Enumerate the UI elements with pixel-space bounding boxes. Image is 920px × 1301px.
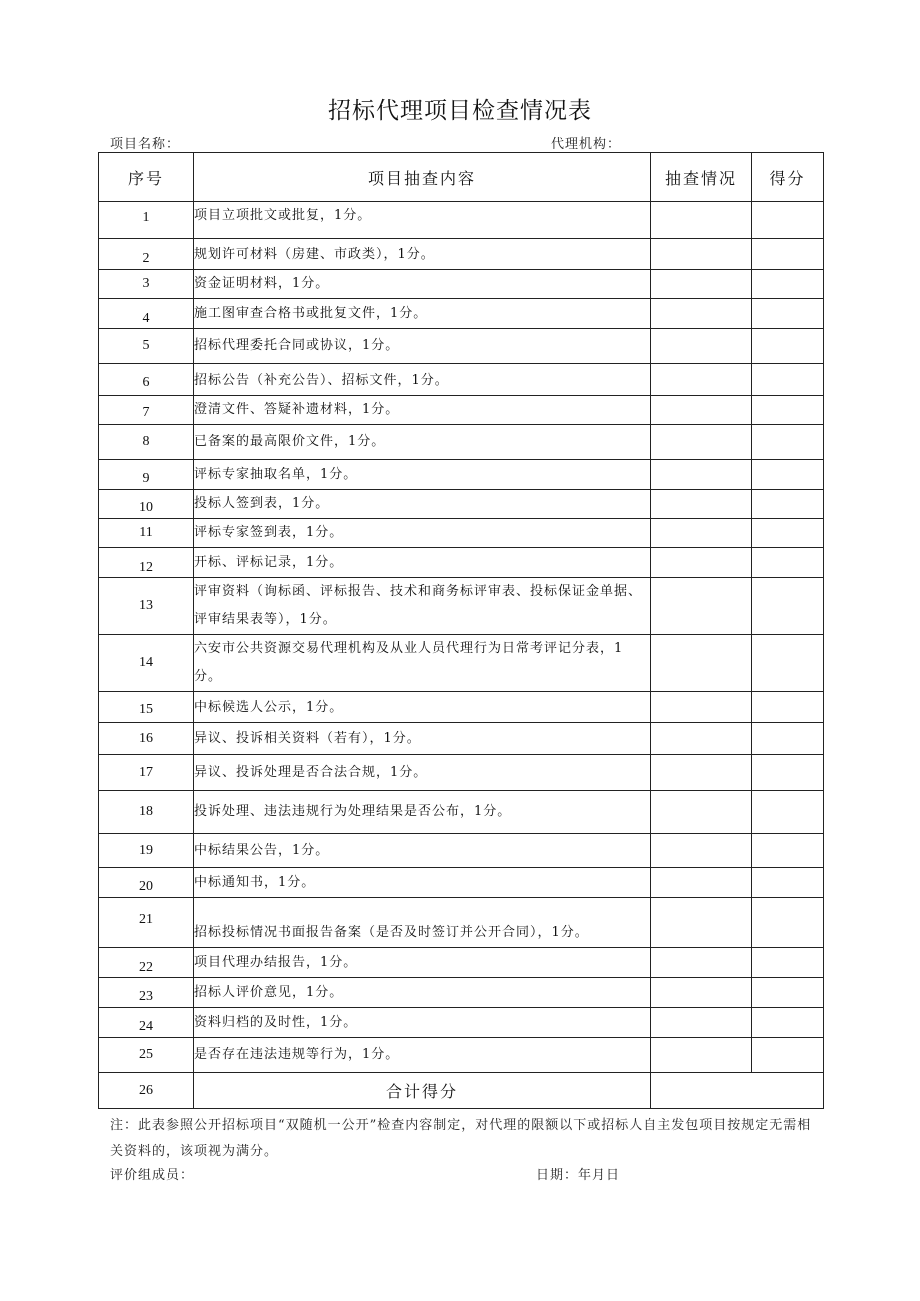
table-row [99, 425, 824, 460]
total-score-cell[interactable] [651, 1073, 824, 1109]
row-content: 规划许可材料（房建、市政类），1分。 [194, 239, 651, 270]
row-number: 25 [99, 1038, 194, 1073]
row-content: 异议、投诉处理是否合法合规，1分。 [194, 755, 651, 791]
score-cell[interactable] [752, 834, 824, 868]
row-content: 招标人评价意见，1分。 [194, 978, 651, 1008]
row-number: 5 [99, 329, 194, 364]
row-number: 4 [99, 299, 194, 329]
row-number: 3 [99, 270, 194, 299]
status-cell[interactable] [651, 364, 752, 396]
score-cell[interactable] [752, 898, 824, 948]
table-row [99, 364, 824, 396]
row-number: 7 [99, 396, 194, 425]
row-number: 2 [99, 239, 194, 270]
row-number: 18 [99, 791, 194, 834]
row-number: 19 [99, 834, 194, 868]
row-number: 13 [99, 578, 194, 635]
table-row [99, 239, 824, 270]
project-name-label: 项目名称： [110, 137, 181, 152]
row-content: 六安市公共资源交易代理机构及从业人员代理行为日常考评记分表，1分。 [194, 635, 651, 692]
column-header-status: 抽查情况 [651, 153, 752, 202]
column-header-score: 得分 [752, 153, 824, 202]
row-content: 投标人签到表，1分。 [194, 490, 651, 519]
table-row [99, 490, 824, 519]
row-content: 资金证明材料，1分。 [194, 270, 651, 299]
row-content: 开标、评标记录，1分。 [194, 548, 651, 578]
score-cell[interactable] [752, 490, 824, 519]
row-number: 22 [99, 948, 194, 978]
status-cell[interactable] [651, 329, 752, 364]
table-row [99, 635, 824, 692]
table-row [99, 978, 824, 1008]
status-cell[interactable] [651, 692, 752, 723]
table-row [99, 834, 824, 868]
status-cell[interactable] [651, 239, 752, 270]
row-content: 资料归档的及时性，1分。 [194, 1008, 651, 1038]
row-number: 17 [99, 755, 194, 791]
score-cell[interactable] [752, 978, 824, 1008]
score-cell[interactable] [752, 460, 824, 490]
inspection-table [98, 152, 824, 1109]
table-row [99, 299, 824, 329]
status-cell[interactable] [651, 1008, 752, 1038]
row-number: 11 [99, 519, 194, 548]
row-number: 23 [99, 978, 194, 1008]
status-cell[interactable] [651, 519, 752, 548]
row-content: 异议、投诉相关资料（若有），1分。 [194, 723, 651, 755]
date-label: 日期：年月日 [536, 1168, 621, 1183]
score-cell[interactable] [752, 425, 824, 460]
row-content: 中标通知书，1分。 [194, 868, 651, 898]
row-content: 澄清文件、答疑补遗材料，1分。 [194, 396, 651, 425]
score-cell[interactable] [752, 791, 824, 834]
table-row [99, 1008, 824, 1038]
total-row [99, 1073, 824, 1109]
status-cell[interactable] [651, 868, 752, 898]
table-row [99, 329, 824, 364]
score-cell[interactable] [752, 868, 824, 898]
status-cell[interactable] [651, 948, 752, 978]
status-cell[interactable] [651, 396, 752, 425]
score-cell[interactable] [752, 692, 824, 723]
status-cell[interactable] [651, 834, 752, 868]
table-row [99, 519, 824, 548]
row-number: 1 [99, 202, 194, 239]
status-cell[interactable] [651, 978, 752, 1008]
status-cell[interactable] [651, 578, 752, 635]
score-cell[interactable] [752, 239, 824, 270]
table-row [99, 692, 824, 723]
status-cell[interactable] [651, 270, 752, 299]
table-row [99, 723, 824, 755]
status-cell[interactable] [651, 755, 752, 791]
row-content: 评标专家签到表，1分。 [194, 519, 651, 548]
row-number: 9 [99, 460, 194, 490]
table-row [99, 578, 824, 635]
row-content: 评审资料（询标函、评标报告、技术和商务标评审表、投标保证金单据、评审结果表等），1分。 [194, 578, 651, 635]
status-cell[interactable] [651, 548, 752, 578]
table-row [99, 548, 824, 578]
footnote: 注：此表参照公开招标项目“双随机一公开”检查内容制定，对代理的限额以下或招标人自主发包项目按规定无需相关资料的，该项视为满分。 [110, 1118, 812, 1159]
row-number: 16 [99, 723, 194, 755]
row-content: 评标专家抽取名单，1分。 [194, 460, 651, 490]
row-number: 8 [99, 425, 194, 460]
row-content: 已备案的最高限价文件，1分。 [194, 425, 651, 460]
row-content: 施工图审查合格书或批复文件，1分。 [194, 299, 651, 329]
table-row [99, 1038, 824, 1073]
score-cell[interactable] [752, 202, 824, 239]
row-number: 10 [99, 490, 194, 519]
total-label: 合计得分 [194, 1073, 651, 1109]
table-header-row [99, 153, 824, 202]
status-cell[interactable] [651, 490, 752, 519]
column-header-content: 项目抽查内容 [194, 153, 651, 202]
status-cell[interactable] [651, 723, 752, 755]
score-cell[interactable] [752, 270, 824, 299]
score-cell[interactable] [752, 299, 824, 329]
evaluation-members-label: 评价组成员： [110, 1168, 195, 1183]
score-cell[interactable] [752, 548, 824, 578]
table-row [99, 948, 824, 978]
column-header-no: 序号 [99, 153, 194, 202]
table-row [99, 791, 824, 834]
table-row [99, 460, 824, 490]
row-content: 项目立项批文或批复，1分。 [194, 202, 651, 239]
status-cell[interactable] [651, 635, 752, 692]
row-number: 24 [99, 1008, 194, 1038]
row-content: 中标候选人公示，1分。 [194, 692, 651, 723]
score-cell[interactable] [752, 364, 824, 396]
score-cell[interactable] [752, 396, 824, 425]
status-cell[interactable] [651, 791, 752, 834]
table-row [99, 755, 824, 791]
score-cell[interactable] [752, 948, 824, 978]
status-cell[interactable] [651, 898, 752, 948]
row-number: 20 [99, 868, 194, 898]
row-number: 26 [99, 1073, 194, 1109]
score-cell[interactable] [752, 635, 824, 692]
table-row [99, 396, 824, 425]
score-cell[interactable] [752, 329, 824, 364]
row-number: 14 [99, 635, 194, 692]
page-title: 招标代理项目检查情况表 [328, 98, 592, 124]
table-row [99, 898, 824, 948]
status-cell[interactable] [651, 299, 752, 329]
score-cell[interactable] [752, 1038, 824, 1073]
row-content: 是否存在违法违规等行为，1分。 [194, 1038, 651, 1073]
row-content: 投诉处理、违法违规行为处理结果是否公布，1分。 [194, 791, 651, 834]
row-content: 招标公告（补充公告）、招标文件，1分。 [194, 364, 651, 396]
row-number: 21 [99, 898, 194, 948]
row-content: 中标结果公告，1分。 [194, 834, 651, 868]
row-number: 15 [99, 692, 194, 723]
table-row [99, 868, 824, 898]
row-content: 招标代理委托合同或协议，1分。 [194, 329, 651, 364]
score-cell[interactable] [752, 519, 824, 548]
table-row [99, 202, 824, 239]
row-number: 12 [99, 548, 194, 578]
score-cell[interactable] [752, 723, 824, 755]
status-cell[interactable] [651, 202, 752, 239]
row-content: 项目代理办结报告，1分。 [194, 948, 651, 978]
score-cell[interactable] [752, 578, 824, 635]
status-cell[interactable] [651, 425, 752, 460]
table-row [99, 270, 824, 299]
score-cell[interactable] [752, 1008, 824, 1038]
row-number: 6 [99, 364, 194, 396]
row-content: 招标投标情况书面报告备案（是否及时签订并公开合同），1分。 [194, 898, 651, 948]
status-cell[interactable] [651, 1038, 752, 1073]
agency-label: 代理机构： [551, 137, 622, 152]
status-cell[interactable] [651, 460, 752, 490]
score-cell[interactable] [752, 755, 824, 791]
